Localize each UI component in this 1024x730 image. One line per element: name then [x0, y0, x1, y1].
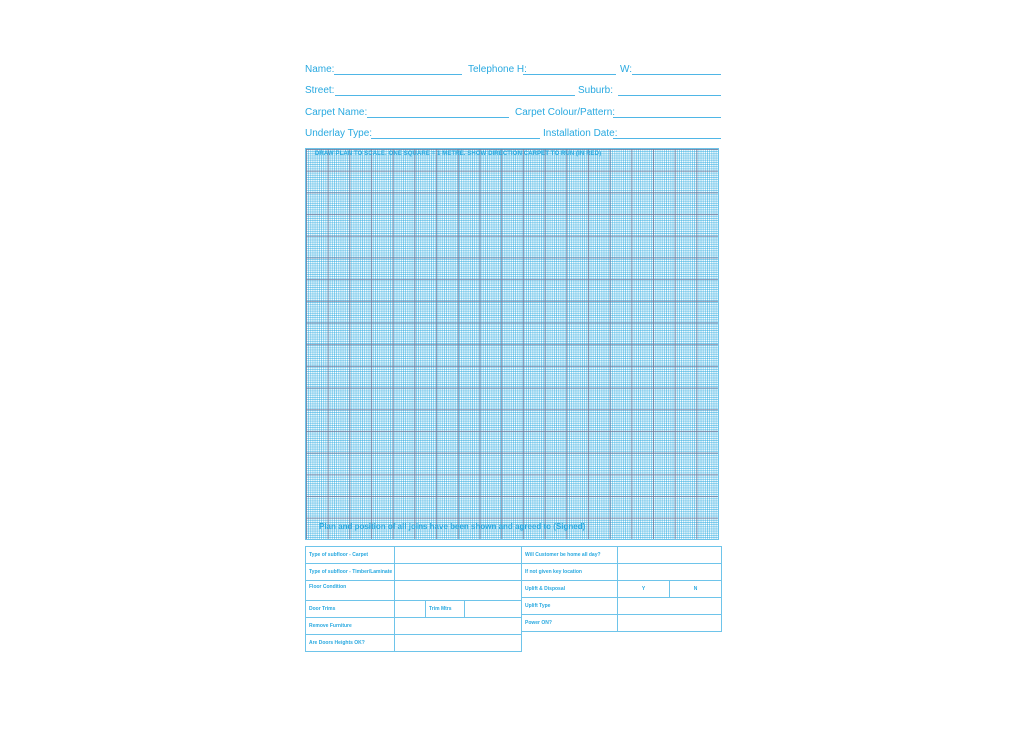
uplift-disposal-label: Uplift & Disposal — [522, 581, 618, 598]
grid-signoff: Plan and position of all joins have been shown and agreed to (Signed) — [319, 522, 586, 531]
grid-instruction: DRAW PLAN TO SCALE. ONE SQUARE = 1 METRE. SHOW DIRECTION CARPET TO RUN (IN RED) — [315, 151, 602, 157]
installation-date-field[interactable] — [613, 138, 721, 139]
telephone-home-field[interactable] — [523, 74, 616, 75]
subfloor-carpet-label: Type of subfloor - Carpet — [306, 547, 395, 564]
floor-plan-grid[interactable] — [305, 148, 719, 540]
table-row — [306, 547, 522, 564]
uplift-type-label: Uplift Type — [522, 598, 618, 615]
uplift-yes-option[interactable]: Y — [618, 581, 670, 598]
trim-mtrs-field[interactable] — [465, 601, 522, 618]
header-row-street — [305, 84, 721, 102]
door-trims-label: Door Trims — [306, 601, 395, 618]
uplift-no-option[interactable]: N — [670, 581, 722, 598]
uplift-type-field[interactable] — [618, 598, 722, 615]
street-field[interactable] — [335, 95, 575, 96]
underlay-type-field[interactable] — [371, 138, 540, 139]
door-trims-field[interactable] — [395, 601, 426, 618]
street-label: Street: — [305, 85, 335, 96]
remove-furniture-label: Remove Furniture — [306, 618, 395, 635]
subfloor-timber-label: Type of subfloor - Timber/Laminate — [306, 564, 395, 581]
carpet-name-label: Carpet Name: — [305, 107, 368, 118]
door-heights-label: Are Doors Heights OK? — [306, 635, 395, 652]
remove-furniture-field[interactable] — [395, 618, 522, 635]
carpet-colour-field[interactable] — [613, 117, 721, 118]
header-row-carpet — [305, 106, 721, 124]
floor-condition-label: Floor Condition — [306, 581, 395, 601]
table-row — [522, 547, 722, 564]
table-row — [306, 564, 522, 581]
table-row — [306, 635, 522, 652]
name-label: Name: — [305, 64, 335, 75]
telephone-home-label: Telephone H: — [468, 64, 527, 75]
subfloor-carpet-field[interactable] — [395, 547, 522, 564]
power-on-label: Power ON? — [522, 615, 618, 632]
header-row-underlay — [305, 127, 721, 145]
key-location-field[interactable] — [618, 564, 722, 581]
carpet-colour-label: Carpet Colour/Pattern: — [515, 107, 616, 118]
telephone-work-label: W: — [620, 64, 633, 75]
carpet-name-field[interactable] — [367, 117, 509, 118]
power-on-field[interactable] — [618, 615, 722, 632]
table-row — [522, 615, 722, 632]
installation-date-label: Installation Date: — [543, 128, 618, 139]
suburb-label: Suburb: — [578, 85, 614, 96]
table-row — [306, 601, 522, 618]
name-field[interactable] — [334, 74, 462, 75]
subfloor-timber-field[interactable] — [395, 564, 522, 581]
trim-mtrs-label: Trim Mtrs — [426, 601, 465, 618]
table-row — [306, 618, 522, 635]
table-row — [522, 581, 722, 598]
table-row — [522, 598, 722, 615]
telephone-work-field[interactable] — [632, 74, 721, 75]
customer-home-label: Will Customer be home all day? — [522, 547, 618, 564]
door-heights-field[interactable] — [395, 635, 522, 652]
floor-condition-field[interactable] — [395, 581, 522, 601]
customer-home-field[interactable] — [618, 547, 722, 564]
underlay-type-label: Underlay Type: — [305, 128, 373, 139]
subfloor-table — [305, 546, 522, 652]
key-location-label: If not given key location — [522, 564, 618, 581]
header-row-name — [305, 63, 721, 81]
table-row — [522, 564, 722, 581]
service-table — [521, 546, 722, 632]
suburb-field[interactable] — [618, 95, 721, 96]
